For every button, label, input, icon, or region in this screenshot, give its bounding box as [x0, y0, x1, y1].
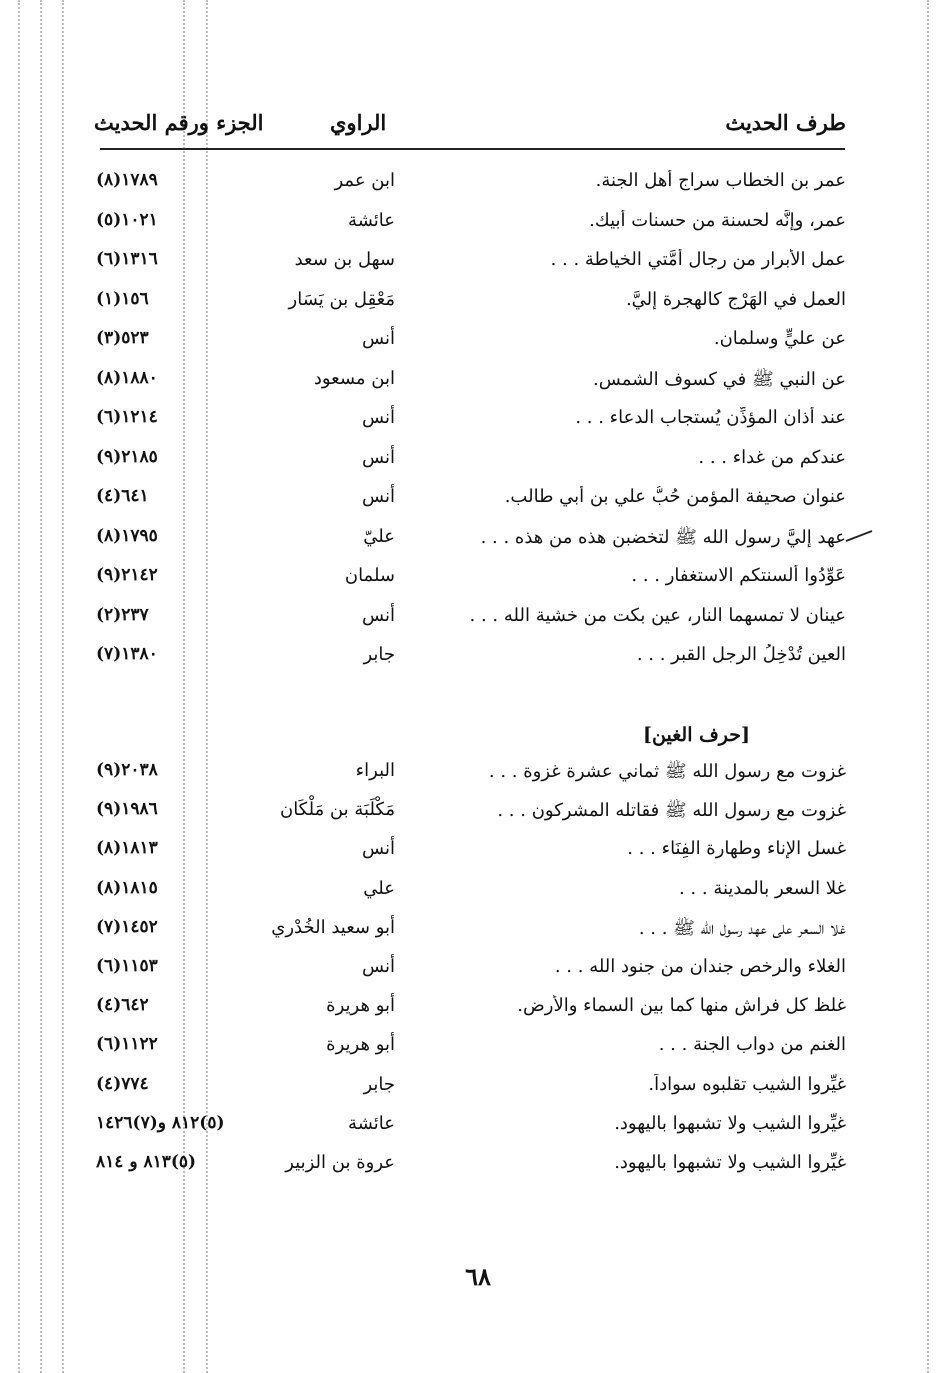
hadith-row	[0, 249, 946, 285]
hadith-reference: ١٩٨٦(٩)	[96, 799, 158, 820]
hadith-text: غلا السعر بالمدينة . . .	[678, 877, 846, 899]
narrator-name: عائشة	[348, 209, 395, 231]
hadith-text: غيِّروا الشيب ولا تشبهوا باليهود.	[614, 1152, 846, 1173]
narrator-name: أبو هريرة	[326, 995, 395, 1017]
hadith-row	[0, 1074, 946, 1110]
hadith-row	[0, 486, 946, 522]
hadith-row	[0, 328, 946, 364]
hadith-row	[0, 289, 946, 325]
narrator-name: عائشة	[348, 1112, 395, 1134]
header-ref: الجزء ورقم الحديث	[94, 110, 264, 135]
hadith-row	[0, 407, 946, 443]
narrator-name: أنس	[362, 328, 395, 349]
hadith-row	[0, 1034, 946, 1070]
hadith-reference: ٥٢٣(٣)	[96, 328, 149, 348]
narrator-name: مَعْقِل بن يَسَار	[288, 288, 395, 310]
hadith-reference: ١١٢٢(٦)	[96, 1034, 158, 1055]
hadith-reference: ٧٧٤(٤)	[96, 1073, 149, 1094]
hadith-reference: ١٨١٣(٨)	[96, 838, 158, 859]
hadith-text: غسل الإناء وطهارة الفِنَاء . . .	[627, 838, 846, 860]
narrator-name: سلمان	[344, 565, 395, 586]
hadith-text: عمر، وإنَّه لحسنة من حسنات أبيك.	[589, 209, 846, 231]
hadith-row	[0, 210, 946, 246]
hadith-reference: ٢٠٣٨(٩)	[96, 760, 158, 780]
narrator-name: أبو سعيد الخُدْري	[271, 916, 395, 938]
hadith-row	[0, 644, 946, 680]
narrator-name: علي	[363, 877, 395, 899]
hadith-text: غزوت مع رسول الله ﷺ ثماني عشرة غزوة . . .	[488, 761, 846, 782]
hadith-reference: ١٨١٥(٨)	[96, 877, 158, 898]
narrator-name: أنس	[362, 838, 395, 860]
narrator-name: مَكْلَبَة بن مَلْكَان	[279, 799, 395, 821]
section-title: [حرف الغين]	[643, 724, 750, 746]
narrator-name: البراء	[355, 760, 395, 781]
hadith-text: عمل الأبرار من رجال أُمَّتي الخياطة . . .	[550, 249, 846, 270]
hadith-text: عن النبي ﷺ في كسوف الشمس.	[593, 368, 846, 390]
narrator-name: ابن عمر	[334, 170, 395, 191]
hadith-reference: ١٧٨٩(٨)	[96, 170, 158, 190]
narrator-name: ابن مسعود	[313, 367, 395, 389]
hadith-text: غلظ كل فراش منها كما بين السماء والأرض.	[517, 995, 846, 1017]
hadith-row	[0, 1113, 946, 1149]
hadith-reference: (٥)٨١٢ و(٧)١٤٢٦	[96, 1112, 225, 1133]
hadith-text: عنوان صحيفة المؤمن حُبُّ علي بن أبي طالب.	[504, 486, 846, 507]
hadith-reference: ١٢١٤(٦)	[96, 407, 158, 427]
hadith-text: عن عليٍّ وسلمان.	[713, 328, 846, 349]
hadith-row	[0, 447, 946, 483]
hadith-text: الغنم من دواب الجنة . . .	[658, 1034, 846, 1056]
narrator-name: جابر	[363, 644, 395, 665]
hadith-row	[0, 1152, 946, 1188]
hadith-row	[0, 565, 946, 601]
margin-mark-icon	[845, 530, 873, 542]
hadith-row	[0, 995, 946, 1031]
hadith-row	[0, 956, 946, 992]
hadith-text: العمل في الهَرْج كالهجرة إليَّ.	[625, 288, 846, 310]
narrator-name: أبو هريرة	[326, 1034, 395, 1056]
narrator-name: جابر	[363, 1073, 395, 1095]
hadith-row	[0, 878, 946, 914]
narrator-name: عروة بن الزبير	[285, 1152, 395, 1173]
hadith-row	[0, 170, 946, 206]
hadith-reference: ١٥٦(١)	[96, 288, 149, 309]
hadith-text: الغلاء والرخص جندان من جنود الله . . .	[554, 956, 846, 977]
hadith-row	[0, 605, 946, 641]
hadith-row	[0, 368, 946, 404]
hadith-row	[0, 526, 946, 562]
header-rule	[100, 148, 845, 150]
hadith-text: عند أذان المؤذِّن يُستجاب الدعاء . . .	[575, 407, 846, 428]
hadith-reference: ٢٣٧(٢)	[96, 604, 149, 625]
hadith-text: غلا السعر على عهد رسول الله ﷺ . . .	[638, 917, 846, 939]
hadith-reference: ٦٤١(٤)	[96, 486, 149, 506]
hadith-reference: ١٤٥٢(٧)	[96, 916, 158, 937]
hadith-text: العين تُدْخِلُ الرجل القبر . . .	[636, 644, 846, 665]
hadith-row	[0, 838, 946, 874]
header-hadith: طرف الحديث	[725, 110, 846, 135]
narrator-name: أنس	[362, 486, 395, 507]
hadith-text: غيِّروا الشيب تقلبوه سواداً.	[648, 1073, 846, 1095]
narrator-name: سهل بن سعد	[294, 249, 395, 270]
narrator-name: أنس	[362, 446, 395, 468]
narrator-name: أنس	[362, 956, 395, 977]
narrator-name: أنس	[362, 407, 395, 428]
hadith-reference: ٦٤٢(٤)	[96, 995, 149, 1016]
hadith-reference: ٢١٨٥(٩)	[96, 446, 158, 467]
page-number: ٦٨	[465, 1262, 491, 1291]
header-narrator: الراوي	[330, 110, 387, 135]
hadith-text: عهد إليَّ رسول الله ﷺ لتخضبن هذه من هذه . . .	[480, 526, 846, 548]
hadith-reference: ١٣١٦(٦)	[96, 249, 158, 269]
hadith-reference: ١٧٩٥(٨)	[96, 525, 158, 546]
hadith-reference: (٥)٨١٣ و ٨١٤	[96, 1152, 197, 1172]
hadith-text: عينان لا تمسهما النار، عين بكت من خشية الله . . .	[469, 604, 846, 626]
hadith-reference: ١٣٨٠(٧)	[96, 644, 158, 664]
hadith-text: عمر بن الخطاب سراج أهل الجنة.	[595, 170, 846, 191]
hadith-text: غزوت مع رسول الله ﷺ فقاتله المشركون . . .	[497, 800, 846, 822]
hadith-row	[0, 917, 946, 953]
hadith-row	[0, 799, 946, 835]
hadith-row	[0, 760, 946, 796]
hadith-text: عندكم من غداء . . .	[698, 446, 846, 468]
hadith-reference: ١٠٢١(٥)	[96, 209, 158, 230]
hadith-text: عَوِّدُوا ألسنتكم الاستغفار . . .	[631, 565, 846, 586]
hadith-text: غيِّروا الشيب ولا تشبهوا باليهود.	[614, 1112, 846, 1134]
hadith-reference: ١١٥٣(٦)	[96, 956, 158, 976]
narrator-name: عليّ	[363, 525, 395, 547]
narrator-name: أنس	[362, 604, 395, 626]
hadith-reference: ١٨٨٠(٨)	[96, 367, 158, 388]
hadith-reference: ٢١٤٢(٩)	[96, 565, 158, 585]
